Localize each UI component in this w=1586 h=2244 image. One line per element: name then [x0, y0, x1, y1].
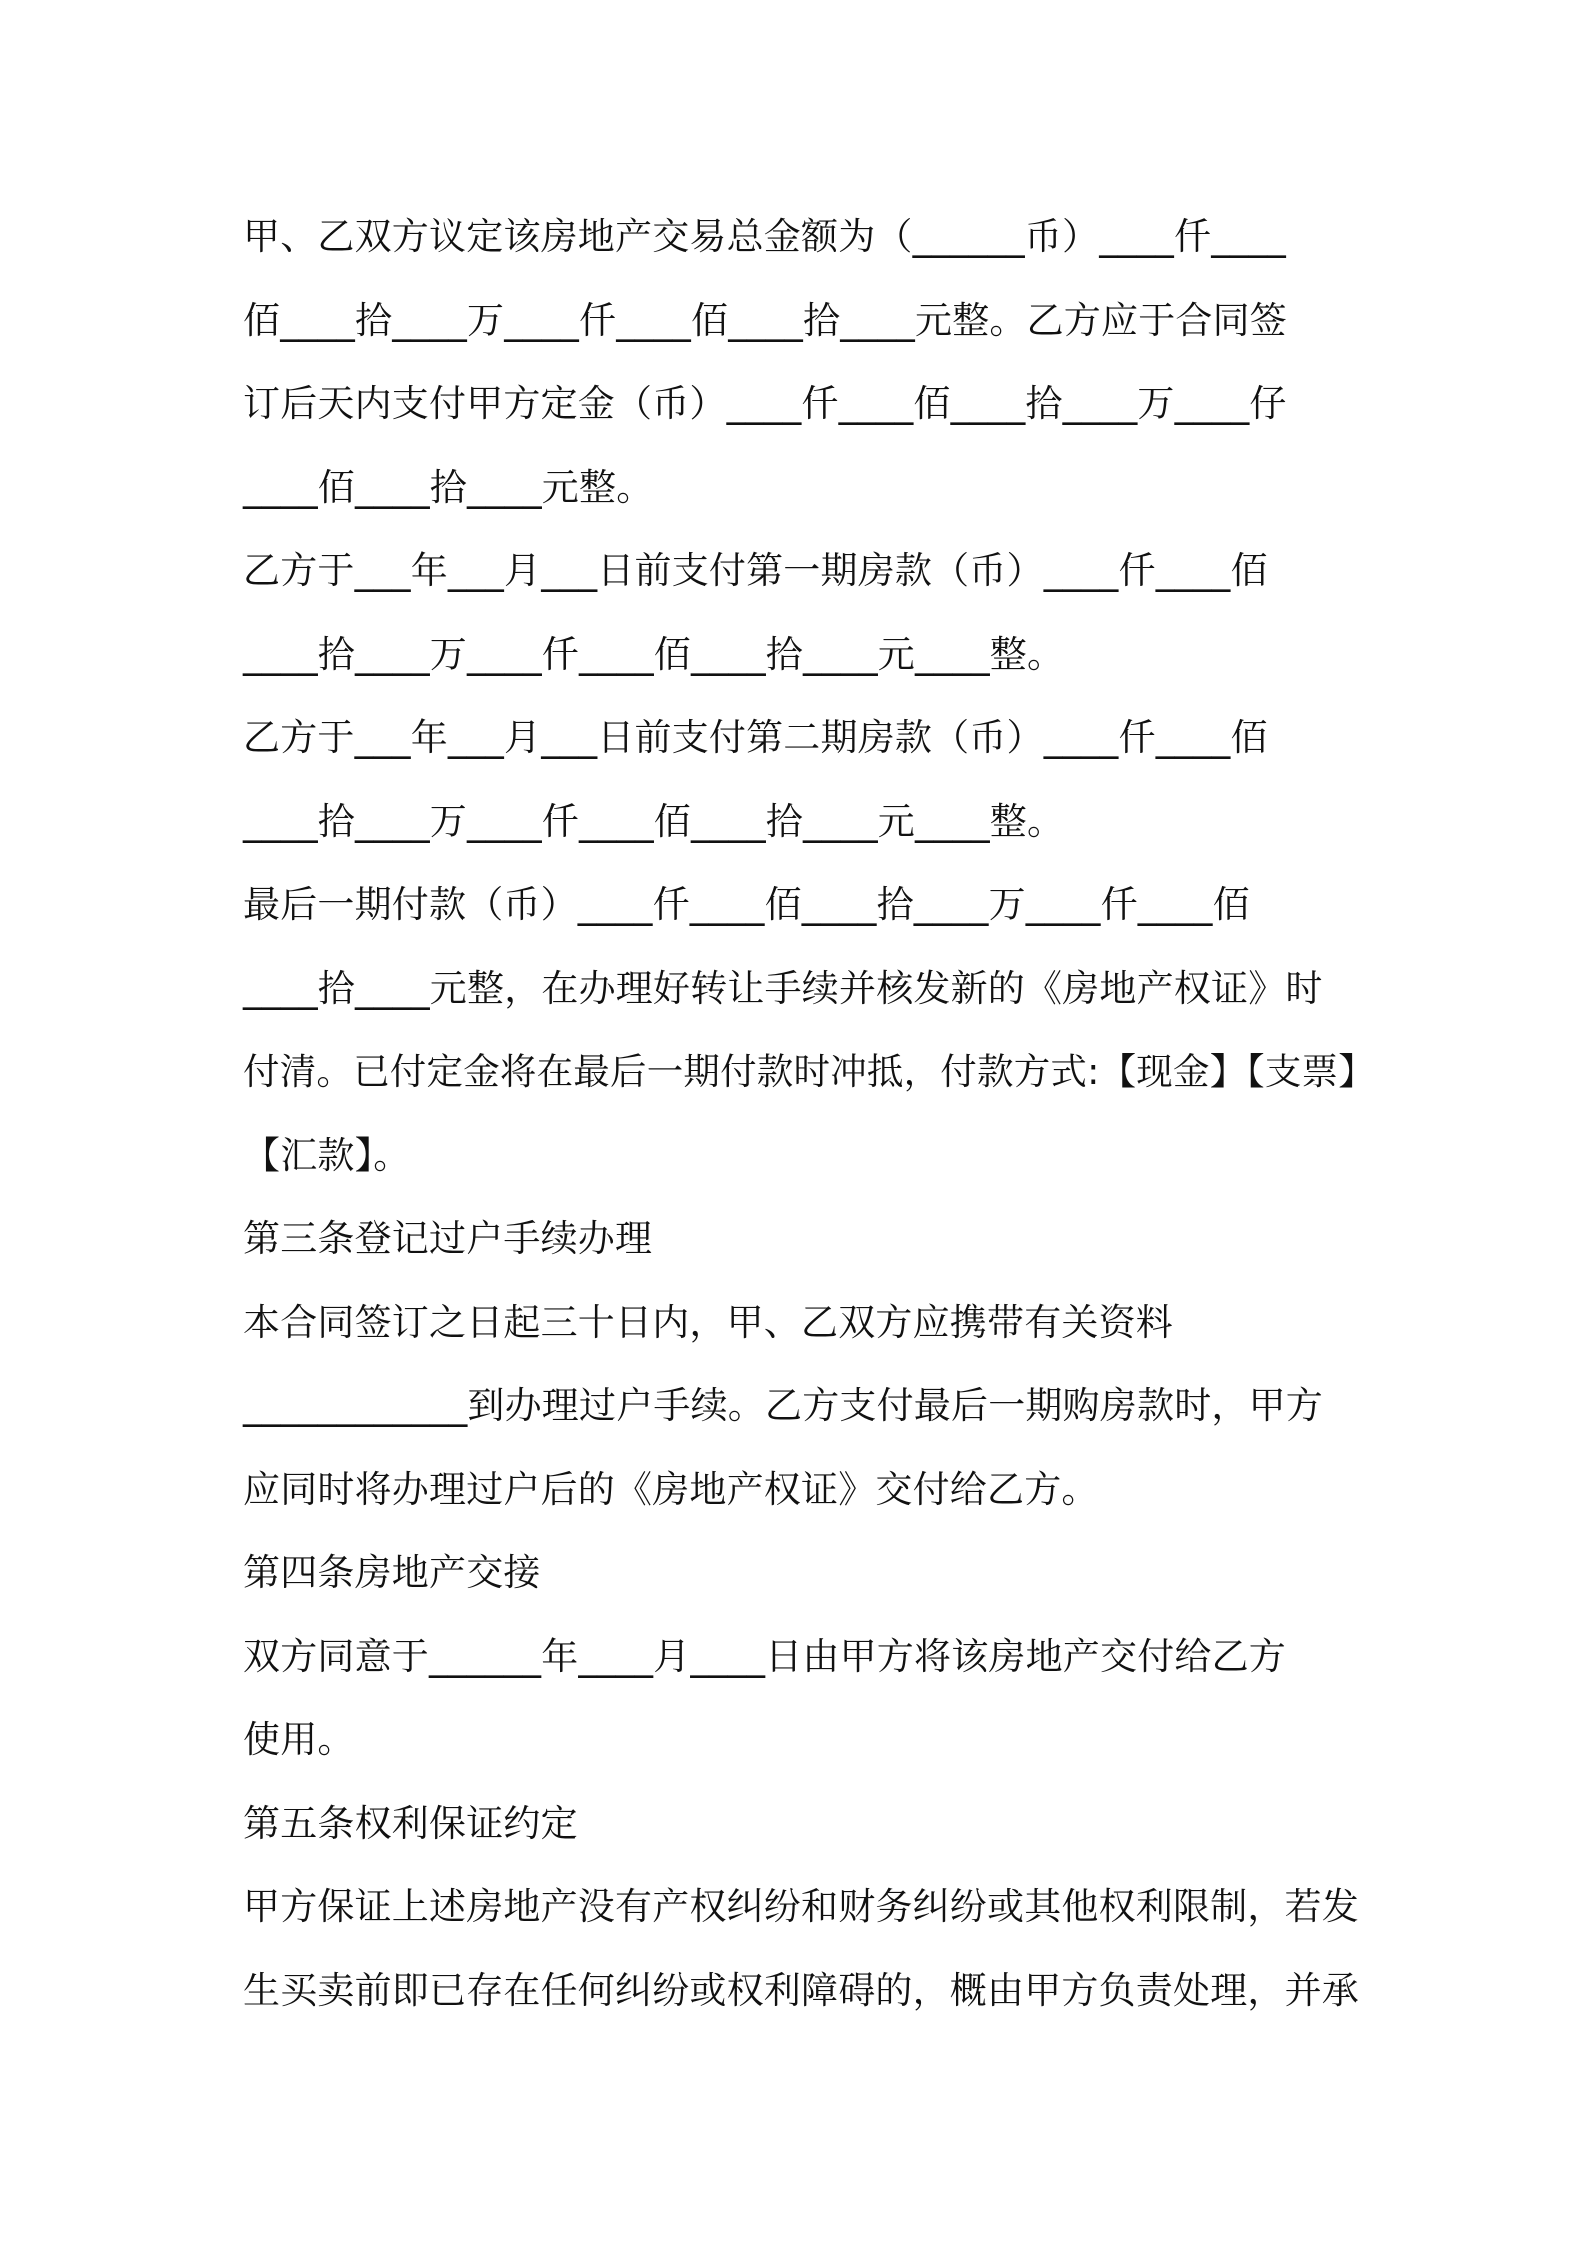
text-line: 甲方保证上述房地产没有产权纠纷和财务纠纷或其他权利限制，若发 [243, 1885, 1359, 1928]
text-line: 订后天内支付甲方定金（币）____仟____佰____拾____万____仔 [243, 382, 1287, 425]
section-heading: 第三条登记过户手续办理 [243, 1217, 653, 1260]
text-line: 甲、乙双方议定该房地产交易总金额为（______币）____仟____ [243, 215, 1286, 258]
text-line: 使用。 [243, 1718, 355, 1761]
text-line: ____拾____万____仟____佰____拾____元____整。 [243, 799, 1065, 843]
contract-text [243, 195, 1373, 2032]
text-line: ____佰____拾____元整。 [243, 465, 654, 509]
text-line: 生买卖前即已存在任何纠纷或权利障碍的，概由甲方负责处理，并承 [243, 1968, 1359, 2012]
text-line: 乙方于___年___月___日前支付第二期房款（币）____仟____佰 [243, 716, 1268, 759]
text-line: ____拾____元整，在办理好转让手续并核发新的《房地产权证》时 [243, 966, 1323, 1010]
text-line: ____拾____万____仟____佰____拾____元____整。 [243, 632, 1065, 676]
text-line: ____________到办理过户手续。乙方支付最后一期购房款时，甲方 [243, 1384, 1323, 1427]
text-line: 佰____拾____万____仟____佰____拾____元整。乙方应于合同签 [243, 298, 1287, 342]
text-line: 本合同签订之日起三十日内，甲、乙双方应携带有关资料 [243, 1300, 1173, 1344]
text-line: 应同时将办理过户后的《房地产权证》交付给乙方。 [243, 1467, 1099, 1511]
section-heading: 第五条权利保证约定 [243, 1801, 578, 1845]
text-line: 乙方于___年___月___日前支付第一期房款（币）____仟____佰 [243, 549, 1268, 592]
text-line: 付清。已付定金将在最后一期付款时冲抵，付款方式:【现金】【支票】 [243, 1050, 1375, 1093]
text-line: 双方同意于______年____月____日由甲方将该房地产交付给乙方 [243, 1634, 1286, 1678]
text-line: 最后一期付款（币）____仟____佰____拾____万____仟____佰 [243, 883, 1250, 926]
section-heading: 第四条房地产交接 [243, 1551, 541, 1594]
text-line: 【汇款】。 [243, 1133, 411, 1177]
